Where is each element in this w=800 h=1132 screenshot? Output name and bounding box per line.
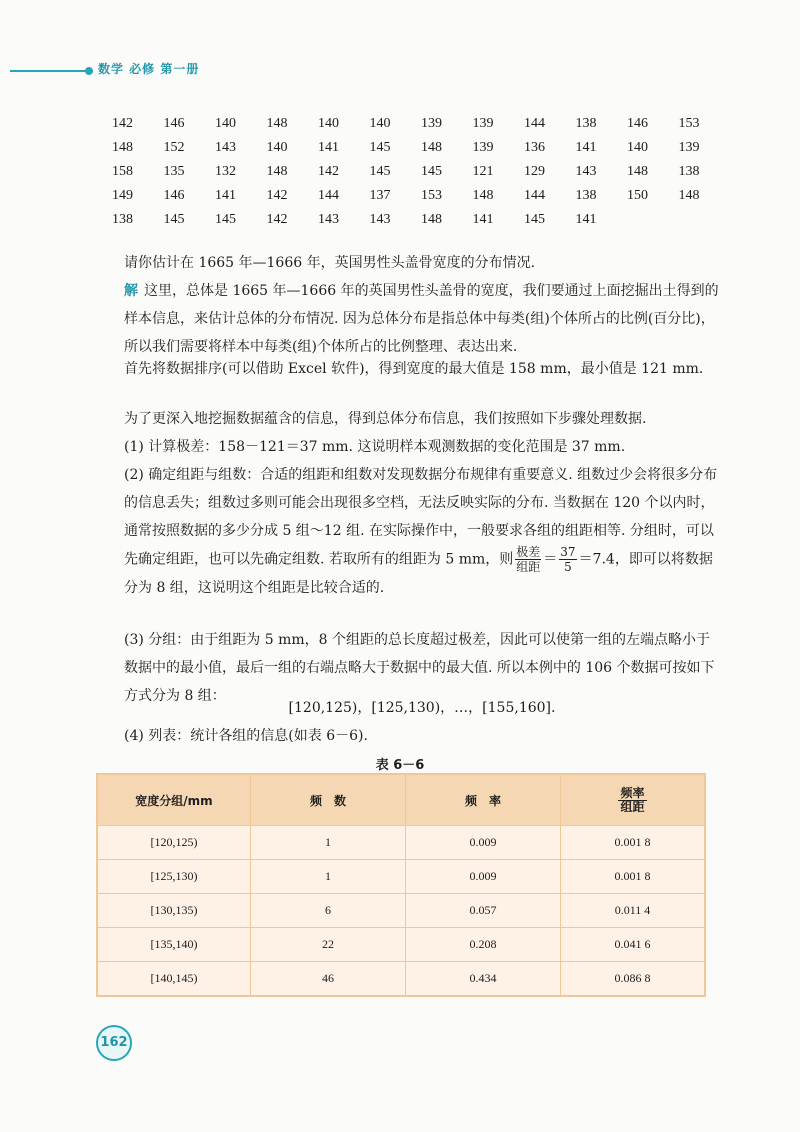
data-cell: 145 [215, 212, 236, 227]
cell-rate: 0.009 [406, 826, 561, 860]
data-cell: 140 [318, 116, 339, 131]
step2-paragraph [124, 461, 720, 602]
data-cell: 138 [575, 116, 597, 131]
cell-group: [130,135) [97, 894, 251, 928]
data-cell: 146 [163, 188, 185, 203]
solution-text: 这里，总体是 1665 年—1666 年的英国男性头盖骨的宽度，我们要通过上面挖掘出土得到的样本信息，来估计总体的分布情况. 因为总体分布是指总体中每类(组)个体所占的比例(百分比)，所以我们需要将样本中每类(组)个体所占的比例整理、表达出来. [124, 283, 719, 355]
cell-ratio: 0.001 8 [561, 860, 706, 894]
data-cell: 149 [112, 188, 133, 203]
data-cell: 138 [575, 188, 597, 203]
frac-numerator-37: 37 [560, 545, 576, 559]
table-row [97, 826, 705, 860]
header-rate-per-width [561, 774, 706, 826]
cell-group: [140,145) [97, 962, 251, 997]
data-cell: 153 [678, 116, 700, 131]
data-cell: 148 [266, 164, 288, 179]
data-cell: 138 [678, 164, 700, 179]
step2-conclusion: ＝7.4，即可以将数据分为 8 组，这说明这个组距是比较合适的. [124, 551, 713, 596]
data-cell: 145 [369, 140, 391, 155]
data-cell: 153 [421, 188, 442, 203]
data-cell: 148 [678, 188, 700, 203]
header-group: 宽度分组/mm [97, 774, 251, 826]
header-rate: 频 率 [406, 774, 561, 826]
frac-denominator-5: 5 [564, 560, 572, 574]
cell-ratio: 0.001 8 [561, 826, 706, 860]
data-cell: 142 [318, 164, 339, 179]
data-cell: 146 [627, 116, 648, 131]
cell-freq: 6 [251, 894, 406, 928]
page-number: 162 [96, 1025, 132, 1061]
step1-paragraph: (1) 计算极差：158－121＝37 mm. 这说明样本观测数据的变化范围是 37 mm. [124, 439, 626, 455]
data-cell: 143 [215, 140, 236, 155]
cell-freq: 46 [251, 962, 406, 997]
data-cell: 148 [472, 188, 494, 203]
data-cell: 148 [421, 212, 442, 227]
question-paragraph: 请你估计在 1665 年—1666 年，英国男性头盖骨宽度的分布情况. [124, 255, 536, 271]
data-cell: 139 [421, 116, 442, 131]
data-cell: 143 [369, 212, 391, 227]
data-cell: 138 [112, 212, 133, 227]
cell-group: [135,140) [97, 928, 251, 962]
data-cell: 141 [318, 140, 339, 155]
data-cell: 142 [112, 116, 133, 131]
step4-paragraph: (4) 列表：统计各组的信息(如表 6－6). [124, 728, 368, 744]
cell-rate: 0.009 [406, 860, 561, 894]
data-cell: 141 [215, 188, 236, 203]
data-cell: 140 [215, 116, 236, 131]
cell-rate: 0.434 [406, 962, 561, 997]
cell-group: [125,130) [97, 860, 251, 894]
data-cell: 145 [421, 164, 442, 179]
table-body [97, 826, 705, 997]
step2-text: (2) 确定组距与组数：合适的组距和组数对发现数据分布规律有重要意义. 组数过少会将很多分布的信息丢失；组数过多则可能会出现很多空档，无法反映实际的分布. 当数据在 120 个以内时，通常按照数据的多少分成 5 组～12 组. 在实际操作中，一般要求各组的组距相等. 分组时，可以先确定组距，也可以先确定组数. 若取所有的组距为 5 mm，则 [124, 467, 718, 568]
data-cell: 145 [369, 164, 391, 179]
frac-numerator: 极差 [516, 545, 541, 559]
data-cell: 139 [472, 116, 494, 131]
data-grid [112, 112, 730, 232]
cell-freq: 22 [251, 928, 406, 962]
cell-group: [120,125) [97, 826, 251, 860]
cell-freq: 1 [251, 860, 406, 894]
frac-denominator: 组距 [516, 560, 541, 574]
data-cell: 141 [575, 140, 597, 155]
solution-label: 解 [124, 283, 138, 299]
data-cell: 136 [524, 140, 545, 155]
data-cell: 144 [524, 116, 545, 131]
table-row [97, 962, 705, 997]
data-cell: 145 [163, 212, 185, 227]
data-cell: 141 [472, 212, 494, 227]
data-cell: 143 [318, 212, 339, 227]
data-cell: 141 [575, 212, 597, 227]
data-cell: 139 [472, 140, 494, 155]
header-dot-icon [85, 67, 93, 75]
header-frequency: 频 数 [251, 774, 406, 826]
data-cell: 148 [112, 140, 133, 155]
header-fraction [618, 787, 646, 814]
data-cell: 146 [163, 116, 185, 131]
cell-rate: 0.057 [406, 894, 561, 928]
data-cell: 144 [318, 188, 339, 203]
range-over-width-fraction [515, 545, 541, 574]
data-cell: 142 [266, 212, 288, 227]
table-row [97, 860, 705, 894]
data-cell: 150 [627, 188, 648, 203]
data-cell: 148 [627, 164, 648, 179]
value-fraction [559, 545, 576, 574]
cell-ratio: 0.041 6 [561, 928, 706, 962]
book-title: 数学 必修 第一册 [98, 62, 200, 76]
data-cell: 152 [163, 140, 185, 155]
cell-ratio: 0.011 4 [561, 894, 706, 928]
data-cell: 140 [369, 116, 391, 131]
table-row [97, 894, 705, 928]
data-cell: 145 [524, 212, 545, 227]
data-cell: 129 [524, 164, 545, 179]
data-cell: 148 [421, 140, 442, 155]
table-row [97, 928, 705, 962]
data-cell: 142 [266, 188, 288, 203]
cell-freq: 1 [251, 826, 406, 860]
table-caption: 表 6－6 [375, 758, 425, 773]
data-cell: 121 [472, 164, 494, 179]
data-cell: 144 [524, 188, 545, 203]
data-cell: 137 [369, 188, 391, 203]
equals-sign: ＝ [543, 551, 558, 568]
sort-paragraph: 首先将数据排序(可以借助 Excel 软件)，得到宽度的最大值是 158 mm，最小值是 121 mm. [124, 361, 704, 377]
data-cell: 132 [215, 164, 236, 179]
deeper-paragraph: 为了更深入地挖掘数据蕴含的信息，得到总体分布信息，我们按照如下步骤处理数据. [124, 411, 647, 427]
data-cell: 143 [575, 164, 597, 179]
data-cell: 148 [266, 116, 288, 131]
data-cell: 158 [112, 164, 133, 179]
data-cell: 140 [266, 140, 288, 155]
header-frac-num: 频率 [620, 785, 645, 800]
header-rule [10, 70, 88, 72]
data-cell: 139 [678, 140, 700, 155]
data-cell: 135 [163, 164, 185, 179]
header-frac-den: 组距 [620, 799, 645, 814]
step3-paragraph: (3) 分组：由于组距为 5 mm，8 个组距的总长度超过极差，因此可以使第一组的左端点略小于数据中的最小值，最后一组的右端点略大于数据中的最大值. 所以本例中的 106 个数据可按如下方式分为 8 组： [124, 632, 715, 704]
intervals-line: [120,125)，[125,130)，…，[155,160]. [288, 700, 556, 716]
data-cell: 140 [627, 140, 648, 155]
cell-rate: 0.208 [406, 928, 561, 962]
solution-paragraph [124, 277, 720, 361]
cell-ratio: 0.086 8 [561, 962, 706, 997]
frequency-table [96, 773, 706, 997]
